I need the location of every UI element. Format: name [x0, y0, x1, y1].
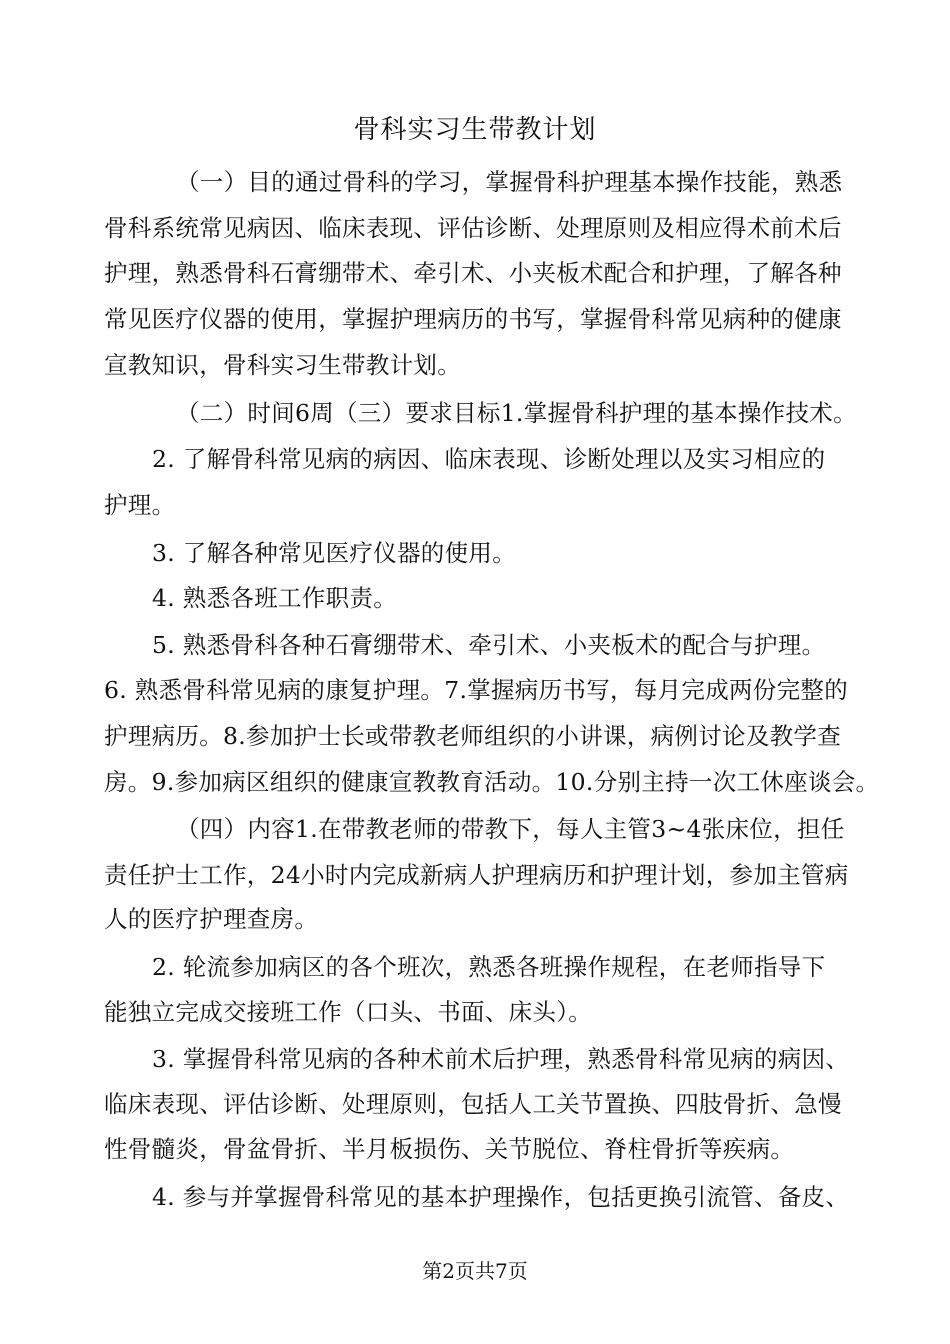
paragraph-line: 常见医疗仪器的使用，掌握护理病历的书写，掌握骨科常见病种的健康 — [104, 305, 842, 333]
paragraph-line: 人的医疗护理查房。 — [104, 905, 319, 933]
paragraph-line: 责任护士工作，24小时内完成新病人护理病历和护理计划，参加主管病 — [104, 861, 849, 889]
paragraph-line: （二）时间6周（三）要求目标1.掌握骨科护理的基本操作技术。 — [176, 399, 857, 427]
paragraph-line: 能独立完成交接班工作（口头、书面、床头）。 — [104, 998, 593, 1026]
paragraph-line: 骨科系统常见病因、临床表现、评估诊断、处理原则及相应得术前术后 — [104, 214, 842, 242]
paragraph-line: 护理，熟悉骨科石膏绷带术、牵引术、小夹板术配合和护理，了解各种 — [104, 259, 842, 287]
page-footer: 第2页共7页 — [422, 1259, 528, 1283]
paragraph-line: 3. 掌握骨科常见病的各种术前术后护理，熟悉骨科常见病的病因、 — [152, 1045, 850, 1073]
paragraph-line: 6. 熟悉骨科常见病的康复护理。7.掌握病历书写，每月完成两份完整的 — [104, 676, 849, 704]
paragraph-line: （四）内容1.在带教老师的带教下，每人主管3~4张床位，担任 — [176, 815, 845, 843]
paragraph-line: （一）目的通过骨科的学习，掌握骨科护理基本操作技能，熟悉 — [176, 168, 843, 196]
document-title: 骨科实习生带教计划 — [353, 115, 597, 145]
paragraph-line: 护理病历。8.参加护士长或带教老师组织的小讲课，病例讨论及教学查 — [104, 722, 842, 750]
paragraph-line: 2. 了解骨科常见病的病因、临床表现、诊断处理以及实习相应的 — [152, 445, 826, 473]
paragraph-line: 房。9.参加病区组织的健康宣教教育活动。10.分别主持一次工休座谈会。 — [104, 768, 880, 796]
paragraph-line: 5. 熟悉骨科各种石膏绷带术、牵引术、小夹板术的配合与护理。 — [152, 631, 826, 659]
paragraph-line: 宣教知识，骨科实习生带教计划。 — [104, 351, 461, 379]
paragraph-line: 护理。 — [104, 491, 176, 519]
paragraph-line: 临床表现、评估诊断、处理原则，包括人工关节置换、四肢骨折、急慢 — [104, 1090, 842, 1118]
paragraph-line: 性骨髓炎，骨盆骨折、半月板损伤、关节脱位、脊柱骨折等疾病。 — [104, 1135, 795, 1163]
paragraph-line: 4. 熟悉各班工作职责。 — [152, 584, 397, 612]
paragraph-line: 2. 轮流参加病区的各个班次，熟悉各班操作规程，在老师指导下 — [152, 953, 826, 981]
paragraph-line: 4. 参与并掌握骨科常见的基本护理操作，包括更换引流管、备皮、 — [152, 1183, 850, 1211]
paragraph-line: 3. 了解各种常见医疗仪器的使用。 — [152, 539, 516, 567]
